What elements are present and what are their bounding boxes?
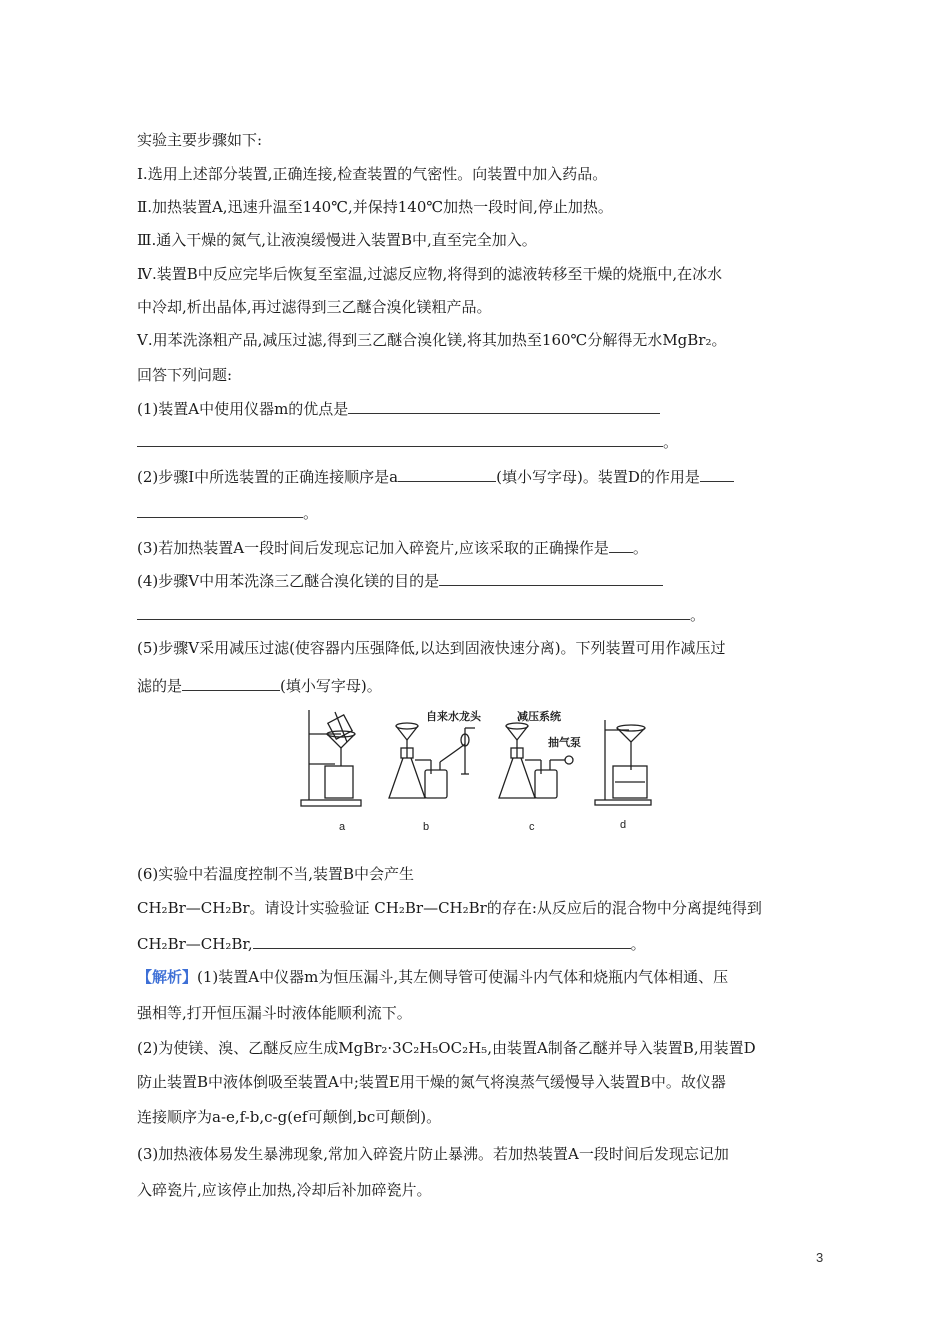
period: 。	[663, 433, 679, 451]
period: 。	[632, 539, 648, 557]
steps-intro: 实验主要步骤如下:	[137, 131, 263, 149]
question-4-text: (4)步骤Ⅴ中用苯洗涤三乙醚合溴化镁的目的是	[137, 572, 440, 590]
filtration-apparatus-figure	[295, 704, 655, 844]
step-4-line2: 中冷却,析出晶体,再过滤得到三乙醚合溴化镁粗产品。	[137, 298, 492, 316]
apparatus-b	[389, 723, 475, 798]
question-4	[137, 570, 663, 591]
question-5-line1: (5)步骤Ⅴ采用减压过滤(使容器内压强降低,以达到固液快速分离)。下列装置可用作减压过	[137, 639, 726, 657]
answer-blank-3[interactable]	[609, 537, 633, 553]
question-1	[137, 398, 660, 419]
question-3	[137, 537, 648, 558]
question-6-line2: CH₂Br—CH₂Br。请设计实验验证 CH₂Br—CH₂Br的存在:从反应后的混合物中分离提纯得到	[137, 899, 762, 917]
analysis-line-1	[137, 967, 728, 987]
apparatus-c	[499, 723, 573, 798]
answer-blank-1a[interactable]	[348, 398, 660, 414]
analysis-line-7: 入碎瓷片,应该停止加热,冷却后补加碎瓷片。	[137, 1181, 432, 1199]
analysis-line-6: (3)加热液体易发生暴沸现象,常加入碎瓷片防止暴沸。若加热装置A一段时间后发现忘记加	[137, 1145, 729, 1163]
label-d: d	[620, 819, 627, 831]
answer-blank-4a[interactable]	[439, 570, 663, 586]
label-a: a	[339, 821, 346, 833]
question-1-line2	[137, 431, 678, 452]
answer-blank-2b[interactable]	[700, 466, 734, 482]
answer-blank-6[interactable]	[253, 933, 631, 949]
apparatus-a	[301, 710, 361, 806]
question-6-text-c: CH₂Br—CH₂Br,	[137, 935, 253, 953]
step-1: Ⅰ.选用上述部分装置,正确连接,检查装置的气密性。向装置中加入药品。	[137, 165, 608, 183]
answer-blank-4b[interactable]	[137, 604, 690, 620]
answer-blank-1b[interactable]	[137, 431, 663, 447]
answer-blank-2c[interactable]	[137, 502, 303, 518]
answer-blank-5[interactable]	[182, 675, 280, 691]
answer-prompt: 回答下列问题:	[137, 366, 233, 384]
label-tap: 自来水龙头	[426, 711, 481, 723]
analysis-line-5: 连接顺序为a-e,f-b,c-g(ef可颠倒,bc可颠倒)。	[137, 1108, 442, 1126]
question-2-text-b: (填小写字母)。装置D的作用是	[496, 468, 700, 486]
label-pump: 抽气泵	[548, 737, 581, 749]
step-5: Ⅴ.用苯洗涤粗产品,减压过滤,得到三乙醚合溴化镁,将其加热至160℃分解得无水MgBr₂。	[137, 331, 727, 349]
answer-blank-2a[interactable]	[398, 466, 496, 482]
page-number: 3	[816, 1250, 824, 1265]
question-5-line2	[137, 675, 382, 696]
apparatus-d	[595, 720, 651, 805]
question-5-text-c: (填小写字母)。	[280, 677, 382, 695]
period: 。	[303, 504, 319, 522]
step-4-line1: Ⅳ.装置B中反应完毕后恢复至室温,过滤反应物,将得到的滤液转移至干燥的烧瓶中,在冰水	[137, 265, 723, 283]
analysis-tag: 【解析】	[137, 968, 198, 986]
step-2: Ⅱ.加热装置A,迅速升温至140℃,并保持140℃加热一段时间,停止加热。	[137, 198, 613, 216]
period: 。	[690, 606, 706, 624]
question-2	[137, 466, 734, 487]
question-2-text-a: (2)步骤Ⅰ中所选装置的正确连接顺序是a	[137, 468, 399, 486]
question-2-line2	[137, 502, 318, 523]
step-3: Ⅲ.通入干燥的氮气,让液溴缓慢进入装置B中,直至完全加入。	[137, 231, 537, 249]
question-1-text: (1)装置A中使用仪器m的优点是	[137, 400, 349, 418]
label-b: b	[423, 821, 430, 833]
question-6-line1: (6)实验中若温度控制不当,装置B中会产生	[137, 865, 415, 883]
analysis-line-2: 强相等,打开恒压漏斗时液体能顺利流下。	[137, 1004, 412, 1022]
question-5-text-b: 滤的是	[137, 677, 183, 695]
question-6-line3	[137, 933, 646, 954]
question-4-line2	[137, 604, 705, 625]
analysis-text-1: (1)装置A中仪器m为恒压漏斗,其左侧导管可使漏斗内气体和烧瓶内气体相通、压	[197, 968, 729, 986]
analysis-line-4: 防止装置B中液体倒吸至装置A中;装置E用干燥的氮气将溴蒸气缓慢导入装置B中。故仪器	[137, 1073, 726, 1091]
analysis-line-3: (2)为使镁、溴、乙醚反应生成MgBr₂·3C₂H₅OC₂H₅,由装置A制备乙醚并导入装置B,用装置D	[137, 1039, 756, 1057]
period: 。	[630, 935, 646, 953]
question-3-text: (3)若加热装置A一段时间后发现忘记加入碎瓷片,应该采取的正确操作是	[137, 539, 609, 557]
label-c: c	[529, 821, 535, 833]
label-vacuum-system: 减压系统	[517, 711, 561, 723]
